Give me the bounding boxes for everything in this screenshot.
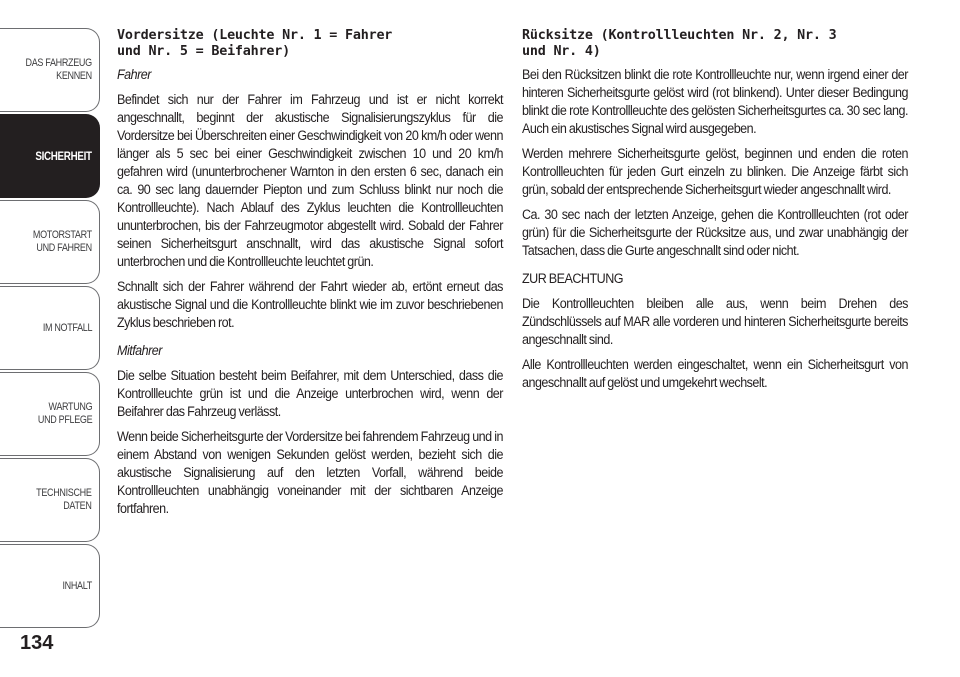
tab-motorstart-und-fahren[interactable] — [0, 200, 100, 284]
tab-label: DAS FAHRZEUG KENNEN — [25, 57, 92, 82]
right-column — [522, 28, 908, 399]
section-heading-rear-seats — [522, 28, 908, 60]
paragraph: Werden mehrere Sicherheitsgurte gelöst, beginnen und enden die roten Kontrollleuchten für jeden Gurt einzeln zu blinken. Die Anzeige färbt sich grün, sobald der entsprechende Sicherheitsgurt wieder angeschnallt wird. — [522, 146, 908, 197]
tab-das-fahrzeug-kennen[interactable] — [0, 28, 100, 112]
left-body — [117, 66, 503, 518]
paragraph: Wenn beide Sicherheitsgurte der Vordersitze bei fahrendem Fahrzeug und in einem Abstand von wenigen Sekunden gelöst werden, bezieht sich die akustische Signalisierung auf den letzten Vorfall, während beide Kontrollleuchten unabhängig voneinander mit der sichtbaren Anzeige fortfahren. — [117, 429, 503, 516]
tab-label: WARTUNG UND PFLEGE — [37, 401, 92, 426]
subheading-driver: Fahrer — [117, 67, 151, 82]
tab-label: MOTORSTART UND FAHREN — [33, 229, 92, 254]
paragraph: Die Kontrollleuchten bleiben alle aus, wenn beim Drehen des Zündschlüssels auf MAR alle vorderen und hinteren Sicherheitsgurte bereits angeschnallt sind. — [522, 296, 908, 347]
paragraph: Schnallt sich der Fahrer während der Fahrt wieder ab, ertönt erneut das akustische Signal und die Kontrollleuchte blinkt wie im zuvor beschriebenen Zyklus beschrieben rot. — [117, 279, 503, 330]
heading-line-2: und Nr. 5 = Beifahrer) — [117, 44, 290, 59]
tab-technische-daten[interactable] — [0, 458, 100, 542]
heading-line-2: und Nr. 4) — [522, 44, 601, 59]
subheading-passenger: Mitfahrer — [117, 343, 162, 358]
heading-line-1: Vordersitze (Leuchte Nr. 1 = Fahrer — [117, 28, 393, 43]
tab-inhalt[interactable] — [0, 544, 100, 628]
tab-label: SICHERHEIT — [35, 148, 92, 163]
tab-label: IM NOTFALL — [42, 321, 92, 334]
paragraph: Die selbe Situation besteht beim Beifahrer, mit dem Unterschied, dass die Kontrollleuchte grün ist und die Anzeige unterbrochen wird, wenn der Beifahrer das Fahrzeug verlässt. — [117, 368, 503, 419]
tab-wartung-und-pflege[interactable] — [0, 372, 100, 456]
tab-label: TECHNISCHE DATEN — [36, 487, 92, 512]
paragraph: Ca. 30 sec nach der letzten Anzeige, gehen die Kontrollleuchten (rot oder grün) für die Sicherheitsgurte der Rücksitze aus, und zwar unabhängig der Tatsachen, dass die Gurte angeschnallt sind oder nicht. — [522, 207, 908, 258]
right-body — [522, 66, 908, 392]
section-heading-front-seats — [117, 28, 503, 60]
paragraph: Befindet sich nur der Fahrer im Fahrzeug und ist er nicht korrekt angeschnallt, beginnt der akustische Signalisierungszyklus für die Vordersitze bei Überschreiten einer Geschwindigkeit von 20 km/h oder wenn länger als 5 sec bei einer Geschwindigkeit zwischen 10 und 20 km/h gefahren wird (ununterbrochener Warnton in den ersten 6 sec, danach ein ca. 90 sec lang dauernder Piepton und zum Schluss blinkt nur noch die Kontrollleuchte). Nach Ablauf des Zyklus leuchten die Kontrollleuchten ununterbrochen, bis der Fahrzeugmotor abgestellt wird. Sobald der Fahrer seinen Sicherheitsgurt anschnallt, wird das akustische Signal sofort unterbrochen und die Kontrollleuchte leuchtet grün. — [117, 92, 503, 269]
tab-sicherheit[interactable] — [0, 114, 100, 198]
note-label: ZUR BEACHTUNG — [522, 271, 624, 286]
page-number: 134 — [20, 632, 54, 654]
heading-line-1: Rücksitze (Kontrollleuchten Nr. 2, Nr. 3 — [522, 28, 837, 43]
left-column — [117, 28, 503, 525]
tab-im-notfall[interactable] — [0, 286, 100, 370]
tab-label: INHALT — [62, 579, 92, 592]
paragraph: Alle Kontrollleuchten werden eingeschaltet, wenn ein Sicherheitsgurt von angeschnallt auf gelöst und umgekehrt wechselt. — [522, 357, 908, 390]
paragraph: Bei den Rücksitzen blinkt die rote Kontrollleuchte nur, wenn irgend einer der hinteren Sicherheitsgurte gelöst wird (rot blinkend). Unter dieser Bedingung blinkt die rote Kontrollleuchte des gelösten Sicherheitsgurtes ca. 30 sec lang. Auch ein akustisches Signal wird ausgegeben. — [522, 67, 908, 136]
